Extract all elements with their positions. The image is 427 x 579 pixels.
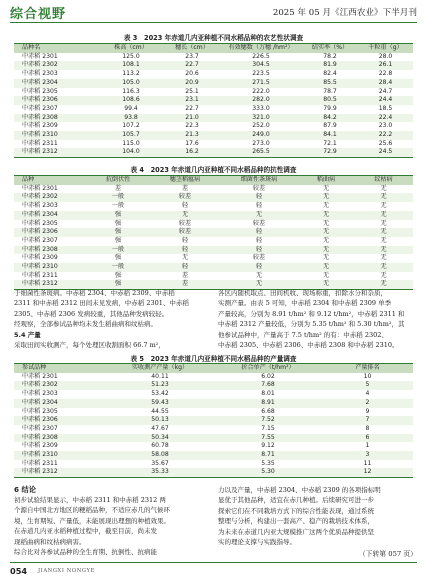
column-header: 实收测产产量（kg） bbox=[106, 364, 214, 373]
table-cell: 中赤稻 2312 bbox=[14, 280, 86, 289]
column-header: 穗长（cm） bbox=[164, 44, 220, 53]
table-row bbox=[14, 131, 413, 140]
table-row bbox=[14, 272, 413, 281]
table-cell: 轻 bbox=[255, 236, 263, 244]
table-cell: 轻 bbox=[181, 202, 189, 210]
column-header: 结实率（%） bbox=[302, 44, 358, 53]
table-cell: 无 bbox=[354, 211, 413, 220]
table-row bbox=[14, 79, 413, 88]
table-cell: 中赤稻 2309 bbox=[22, 254, 58, 262]
table-cell: 无 bbox=[322, 202, 330, 210]
page-number: 054 bbox=[10, 566, 28, 576]
text-line: 中赤稻 2305、中赤稻 2306、中赤稻 2308 和中赤稻 2310。 bbox=[218, 341, 399, 350]
table-cell: 35.33 bbox=[106, 468, 214, 477]
body-right-column bbox=[218, 288, 414, 350]
table-cell: 无 bbox=[298, 193, 354, 202]
table-cell: 85.5 bbox=[302, 79, 358, 88]
table-cell: 22.3 bbox=[185, 122, 199, 130]
table-cell: 40.11 bbox=[151, 372, 169, 380]
table-row bbox=[14, 53, 413, 62]
table-cell: 无 bbox=[354, 263, 413, 272]
table-cell: 23.0 bbox=[378, 122, 393, 130]
table-cell: 中赤稻 2308 bbox=[14, 246, 86, 255]
table-cell: 7.55 bbox=[214, 434, 322, 443]
table-cell: 28.4 bbox=[358, 79, 413, 88]
table-cell: 23.1 bbox=[164, 96, 220, 105]
table-cell: 中赤稻 2301 bbox=[22, 52, 58, 60]
text-line: 实的理论支撑与实践指导。 bbox=[218, 538, 296, 547]
text-line: 2305、中赤稻 2306 发病较重，其他品种发病较轻。 bbox=[14, 309, 169, 318]
table-cell: 82.4 bbox=[323, 70, 337, 78]
table-cell: 78.7 bbox=[323, 87, 337, 95]
table-cell: 18.5 bbox=[378, 104, 393, 112]
table-cell: 50.13 bbox=[106, 416, 214, 425]
table-cell: 2 bbox=[322, 399, 413, 408]
table-cell: 较差 bbox=[252, 219, 266, 227]
table-cell: 无 bbox=[354, 280, 413, 289]
table-cell: 中赤稻 2311 bbox=[22, 271, 58, 279]
table-cell: 223.5 bbox=[252, 70, 270, 78]
table-cell: 无 bbox=[354, 228, 413, 237]
text-line: 采取田间实收测产，每个处理区收割面积 66.7 m²， bbox=[14, 341, 165, 350]
table-cell: 中赤稻 2309 bbox=[22, 442, 58, 450]
table-cell: 11 bbox=[363, 459, 372, 467]
table-cell: 中赤稻 2305 bbox=[22, 219, 58, 227]
table-cell: 中赤稻 2304 bbox=[14, 399, 106, 408]
table-cell: 较差 bbox=[178, 219, 192, 227]
table-cell: 25.1 bbox=[185, 87, 199, 95]
table-cell: 81.9 bbox=[302, 61, 358, 70]
table-cell: 无 bbox=[354, 246, 413, 255]
text-line: 各区内随机取点、田间机收、现场称重，扣除水分和杂质， bbox=[218, 289, 387, 297]
table-row bbox=[14, 381, 413, 390]
table-cell: 25.6 bbox=[378, 139, 393, 147]
table-cell: 无 bbox=[150, 211, 220, 220]
table-cell: 中赤稻 2302 bbox=[14, 61, 98, 70]
table-row bbox=[14, 70, 413, 79]
table-cell: 强 bbox=[86, 228, 150, 237]
table-cell: 中赤稻 2302 bbox=[14, 193, 86, 202]
table-cell: 107.2 bbox=[122, 122, 140, 130]
table-cell: 12 bbox=[322, 468, 413, 477]
table-cell: 26.1 bbox=[358, 61, 413, 70]
table5 bbox=[14, 363, 413, 478]
table-cell: 一般 bbox=[86, 263, 150, 272]
table-cell: 差 bbox=[114, 184, 122, 192]
text-line: 综合比对各参试品种的全生育期、抗倒性、抗病能 bbox=[14, 548, 157, 557]
text-line: 力以及产量，中赤稻 2304、中赤稻 2309 的各项指标明 bbox=[218, 486, 381, 494]
table-row bbox=[14, 148, 413, 157]
table-cell: 中赤稻 2312 bbox=[14, 148, 98, 157]
text-line: 显优于其他品种，适宜在赤几种植。后续研究可进一步 bbox=[218, 496, 374, 505]
table-cell: 4 bbox=[365, 390, 370, 398]
table-cell: 87.9 bbox=[323, 122, 337, 130]
table-row bbox=[14, 237, 413, 246]
table-cell: 84.2 bbox=[302, 114, 358, 123]
table-row bbox=[14, 390, 413, 399]
table-cell: 一般 bbox=[86, 246, 150, 255]
table-cell: 中赤稻 2305 bbox=[22, 407, 58, 415]
table-cell: 轻 bbox=[220, 228, 298, 237]
table-cell: 中赤稻 2308 bbox=[14, 434, 106, 443]
table-cell: 无 bbox=[220, 211, 298, 220]
table-cell: 中赤稻 2306 bbox=[14, 228, 86, 237]
column-header: 品种 bbox=[14, 176, 86, 185]
table-cell: 28.0 bbox=[378, 52, 393, 60]
table-cell: 113.2 bbox=[122, 70, 140, 78]
table-row bbox=[14, 408, 413, 417]
table-cell: 24.5 bbox=[358, 148, 413, 157]
table-cell: 47.67 bbox=[151, 424, 169, 432]
column-header: 折合单产（t/hm²） bbox=[214, 364, 322, 373]
table-cell: 强 bbox=[114, 219, 122, 227]
table-cell: 中赤稻 2308 bbox=[14, 114, 98, 123]
table-cell: 无 bbox=[298, 263, 354, 272]
table-row bbox=[14, 61, 413, 70]
table-row bbox=[14, 416, 413, 425]
table-cell: 中赤稻 2307 bbox=[22, 104, 58, 112]
table-cell: 6.02 bbox=[261, 372, 275, 380]
table-cell: 51.23 bbox=[106, 381, 214, 390]
table-cell: 249.0 bbox=[220, 131, 302, 140]
table-cell: 无 bbox=[354, 193, 413, 202]
conclusion-right-column bbox=[218, 485, 414, 547]
table-cell: 无 bbox=[220, 280, 298, 289]
table-cell: 无 bbox=[380, 271, 387, 279]
table-row bbox=[14, 88, 413, 97]
table-cell: 较差 bbox=[252, 254, 266, 262]
table-cell: 轻 bbox=[181, 236, 189, 244]
table-cell: 271.5 bbox=[220, 79, 302, 88]
table-cell: 84.1 bbox=[302, 131, 358, 140]
text-line: 产量较高，分别为 8.91 t/hm² 和 9.12 t/hm²，中赤稻 2311 和 bbox=[218, 309, 405, 318]
table-cell: 无 bbox=[322, 236, 330, 244]
table-row bbox=[14, 140, 413, 149]
text-line: 个源自中国北方地区的粳稻品种，不适应赤几的气候环 bbox=[14, 506, 170, 515]
magazine-name: JIANGXI NONGYE bbox=[38, 568, 95, 574]
table-cell: 无 bbox=[181, 254, 189, 262]
table-cell: 无 bbox=[322, 184, 330, 192]
table-cell: 中赤稻 2312 bbox=[14, 468, 106, 477]
table-cell: 99.4 bbox=[124, 104, 138, 112]
table-cell: 22.2 bbox=[358, 131, 413, 140]
table-cell: 273.0 bbox=[252, 139, 270, 147]
table3 bbox=[14, 43, 413, 158]
column-header: 参试品种 bbox=[14, 364, 106, 373]
table-cell: 中赤稻 2302 bbox=[14, 381, 106, 390]
table-cell: 108.6 bbox=[98, 96, 164, 105]
table-cell: 中赤稻 2311 bbox=[22, 139, 58, 147]
table-row bbox=[14, 114, 413, 123]
table-row bbox=[14, 246, 413, 255]
column-header: 纹枯病 bbox=[354, 176, 413, 185]
table-cell: 无 bbox=[380, 236, 387, 244]
table-cell: 轻 bbox=[150, 263, 220, 272]
section-heading-conclusion: 6 结论 bbox=[14, 485, 36, 494]
text-line: 经观察，全部参试品种均未发生稻曲病和纹枯病。 bbox=[14, 320, 157, 329]
table-header-row bbox=[14, 176, 413, 185]
conclusion-left-column bbox=[14, 495, 210, 557]
text-line: 探索它们在不同栽培方式下的综合性能表现，通过系统 bbox=[218, 506, 374, 515]
text-line: 在赤道几内亚水稻种植过程中，截至目前，尚未发 bbox=[14, 527, 157, 536]
table-cell: 20.6 bbox=[185, 70, 199, 78]
table-cell: 无 bbox=[322, 219, 330, 227]
table-header-row bbox=[14, 44, 413, 53]
table-cell: 轻 bbox=[220, 246, 298, 255]
table-cell: 108.1 bbox=[98, 61, 164, 70]
table-cell: 中赤稻 2310 bbox=[14, 263, 86, 272]
table-cell: 轻 bbox=[150, 246, 220, 255]
table-cell: 无 bbox=[380, 184, 387, 192]
table-cell: 中赤稻 2301 bbox=[22, 372, 58, 380]
table-cell: 1 bbox=[365, 442, 370, 450]
table-cell: 17.6 bbox=[185, 139, 199, 147]
table-cell: 105.0 bbox=[98, 79, 164, 88]
table-cell: 中赤稻 2310 bbox=[14, 451, 106, 460]
table-cell: 中赤稻 2305 bbox=[22, 87, 58, 95]
table-cell: 中赤稻 2311 bbox=[22, 459, 58, 467]
table-cell: 差 bbox=[150, 280, 220, 289]
table-cell: 23.7 bbox=[185, 52, 199, 60]
table-cell: 中赤稻 2307 bbox=[22, 236, 58, 244]
column-header: 品种名 bbox=[14, 44, 98, 53]
table-cell: 轻 bbox=[220, 263, 298, 272]
table-row bbox=[14, 211, 413, 220]
table-cell: 282.0 bbox=[220, 96, 302, 105]
table-row bbox=[14, 460, 413, 469]
table-row bbox=[14, 425, 413, 434]
table-cell: 差 bbox=[181, 184, 189, 192]
table-cell: 8.71 bbox=[214, 451, 322, 460]
table-cell: 333.0 bbox=[252, 104, 270, 112]
table-cell: 8.91 bbox=[214, 399, 322, 408]
table-cell: 7.15 bbox=[261, 424, 275, 432]
table-cell: 24.7 bbox=[378, 87, 393, 95]
table-cell: 125.0 bbox=[122, 52, 140, 60]
table-cell: 差 bbox=[181, 271, 189, 279]
table-cell: 6 bbox=[322, 434, 413, 443]
table-cell: 中赤稻 2306 bbox=[14, 416, 106, 425]
table3-caption: 表 3 2023 年赤道几内亚种植不同水稻品种的农艺性状调查 bbox=[123, 34, 304, 42]
table-cell: 104.0 bbox=[98, 148, 164, 157]
table-cell: 9.12 bbox=[261, 442, 275, 450]
table-cell: 无 bbox=[380, 254, 387, 262]
text-line: 2311 和中赤稻 2312 田间未见发病，中赤稻 2301、中赤稻 bbox=[14, 299, 189, 308]
table-cell: 中赤稻 2307 bbox=[22, 424, 58, 432]
table-cell: 80.5 bbox=[302, 96, 358, 105]
table-cell: 3 bbox=[322, 451, 413, 460]
table-row bbox=[14, 442, 413, 451]
table-header-row bbox=[14, 364, 413, 373]
page-footer bbox=[10, 562, 417, 579]
table-cell: 无 bbox=[298, 211, 354, 220]
table-cell: 中赤稻 2304 bbox=[14, 79, 98, 88]
table-cell: 强 bbox=[114, 254, 122, 262]
table-cell: 35.67 bbox=[151, 459, 169, 467]
table-cell: 60.78 bbox=[151, 442, 169, 450]
table-cell: 321.0 bbox=[220, 114, 302, 123]
column-header: 产量排名 bbox=[322, 364, 413, 373]
table-cell: 9 bbox=[365, 407, 370, 415]
table-cell: 无 bbox=[322, 271, 330, 279]
table-cell: 53.42 bbox=[151, 390, 169, 398]
table-row bbox=[14, 228, 413, 237]
column-header: 有效穗数（万穗 /hm²） bbox=[220, 44, 302, 53]
table-cell: 无 bbox=[380, 219, 387, 227]
table-cell: 105.7 bbox=[98, 131, 164, 140]
table-cell: 78.2 bbox=[323, 52, 337, 60]
text-line: 整理与分析，构建出一套高产、稳产的栽培技术体系， bbox=[218, 517, 374, 526]
table-cell: 222.0 bbox=[252, 87, 270, 95]
table-cell: 中赤稻 2303 bbox=[22, 202, 58, 210]
table-row bbox=[14, 434, 413, 443]
table-cell: 22.4 bbox=[358, 114, 413, 123]
table-cell: 无 bbox=[322, 254, 330, 262]
table-cell: 20.9 bbox=[164, 79, 220, 88]
table-row bbox=[14, 373, 413, 382]
table-cell: 强 bbox=[86, 280, 150, 289]
text-line: 为未来在赤道几内亚大规模推广这两个优质品种提供坚 bbox=[218, 527, 374, 536]
text-line: 他参试品种中，产量高于 7.5 t/hm² 的有：中赤稻 2302、 bbox=[218, 330, 388, 339]
column-title: 综合视野 bbox=[10, 7, 67, 22]
table-cell: 轻 bbox=[220, 193, 298, 202]
text-line: 于细菌性条斑病。中赤稻 2304、中赤稻 2309、中赤稻 bbox=[14, 289, 175, 297]
table-cell: 116.3 bbox=[122, 87, 140, 95]
table-cell: 中赤稻 2301 bbox=[22, 184, 58, 192]
text-line: 中赤稻 2312 产量较低，分别为 5.35 t/hm² 和 5.30 t/hm²，其 bbox=[218, 320, 405, 329]
table-cell: 5.30 bbox=[214, 468, 322, 477]
column-header: 抗倒伏性 bbox=[86, 176, 150, 185]
column-header: 千粒重（g） bbox=[358, 44, 413, 53]
table-cell: 8 bbox=[365, 424, 370, 432]
table-cell: 较差 bbox=[150, 228, 220, 237]
table-cell: 93.8 bbox=[98, 114, 164, 123]
table-cell: 72.1 bbox=[323, 139, 337, 147]
table-cell: 无 bbox=[298, 228, 354, 237]
table-cell: 5 bbox=[322, 381, 413, 390]
table-cell: 22.8 bbox=[378, 70, 393, 78]
table-cell: 265.5 bbox=[220, 148, 302, 157]
table-cell: 7.52 bbox=[214, 416, 322, 425]
text-line: 实测产量。由表 5 可知，中赤稻 2304 和中赤稻 2309 单季 bbox=[218, 299, 392, 308]
table-row bbox=[14, 468, 413, 477]
column-header: 稻曲病 bbox=[298, 176, 354, 185]
table-cell: 5.35 bbox=[261, 459, 275, 467]
table-cell: 59.43 bbox=[106, 399, 214, 408]
table-cell: 轻 bbox=[255, 202, 263, 210]
table-cell: 较差 bbox=[252, 184, 266, 192]
table-cell: 强 bbox=[114, 236, 122, 244]
table-row bbox=[14, 122, 413, 131]
table-row bbox=[14, 399, 413, 408]
text-line: 现稻曲病和纹枯病病害。 bbox=[14, 537, 86, 546]
table-cell: 79.9 bbox=[323, 104, 337, 112]
table-cell: 中赤稻 2306 bbox=[14, 96, 98, 105]
journal-issue: 2025 年 05 月《江西农业》下半月刊 bbox=[272, 8, 417, 18]
table-cell: 10 bbox=[363, 372, 372, 380]
table-cell: 7.68 bbox=[214, 381, 322, 390]
table-cell: 22.7 bbox=[185, 104, 199, 112]
page-header bbox=[10, 0, 417, 23]
table-cell: 强 bbox=[114, 271, 122, 279]
table-cell: 7 bbox=[322, 416, 413, 425]
table5-caption: 表 5 2023 年赤道几内亚种植不同水稻品种的产量调查 bbox=[130, 355, 297, 363]
text-line: 境，生育期短、产量低，未能展现出理想的种植效果。 bbox=[14, 516, 170, 525]
table-cell: 16.2 bbox=[164, 148, 220, 157]
column-header: 穗茎稻瘟病 bbox=[150, 176, 220, 185]
table-cell: 252.0 bbox=[252, 122, 270, 130]
column-header: 细菌性条斑病 bbox=[220, 176, 298, 185]
table-cell: 24.4 bbox=[358, 96, 413, 105]
table-cell: 无 bbox=[255, 271, 263, 279]
table-cell: 较差 bbox=[150, 193, 220, 202]
section-heading-yield: 5.4 产量 bbox=[14, 330, 41, 339]
table-cell: 8.01 bbox=[261, 390, 275, 398]
table-cell: 72.9 bbox=[302, 148, 358, 157]
table-cell: 无 bbox=[380, 202, 387, 210]
table-cell: 21.3 bbox=[164, 131, 220, 140]
table-cell: 226.5 bbox=[252, 52, 270, 60]
table-cell: 22.7 bbox=[164, 61, 220, 70]
table-cell: 21.0 bbox=[164, 114, 220, 123]
table-row bbox=[14, 263, 413, 272]
table-cell: 50.34 bbox=[106, 434, 214, 443]
table-cell: 304.5 bbox=[220, 61, 302, 70]
table-cell: 中赤稻 2310 bbox=[14, 131, 98, 140]
table-cell: 无 bbox=[298, 246, 354, 255]
table-cell: 中赤稻 2303 bbox=[22, 390, 58, 398]
table-row bbox=[14, 254, 413, 263]
table-cell: 6.68 bbox=[261, 407, 275, 415]
table-row bbox=[14, 451, 413, 460]
table4 bbox=[14, 175, 413, 290]
table-cell: 一般 bbox=[111, 202, 125, 210]
table-cell: 无 bbox=[298, 280, 354, 289]
table-cell: 强 bbox=[86, 211, 150, 220]
table-cell: 中赤稻 2304 bbox=[14, 211, 86, 220]
table-row bbox=[14, 105, 413, 114]
table-cell: 中赤稻 2303 bbox=[22, 70, 58, 78]
body-left-column bbox=[14, 288, 210, 350]
continued-note: （下转第 057 页） bbox=[358, 550, 417, 558]
table-row bbox=[14, 220, 413, 229]
table4-caption: 表 4 2023 年赤道几内亚种植不同水稻品种的抗性调查 bbox=[130, 166, 297, 174]
table-row bbox=[14, 96, 413, 105]
table-row bbox=[14, 202, 413, 211]
table-cell: 44.55 bbox=[151, 407, 169, 415]
table-cell: 58.08 bbox=[106, 451, 214, 460]
text-line: 初步试验结果显示，中赤稻 2311 和中赤稻 2312 两 bbox=[14, 496, 166, 504]
table-row bbox=[14, 185, 413, 194]
table-cell: 一般 bbox=[86, 193, 150, 202]
table-row bbox=[14, 193, 413, 202]
table-cell: 中赤稻 2309 bbox=[22, 122, 58, 130]
column-header: 株高（cm） bbox=[98, 44, 164, 53]
table-cell: 115.0 bbox=[122, 139, 140, 147]
